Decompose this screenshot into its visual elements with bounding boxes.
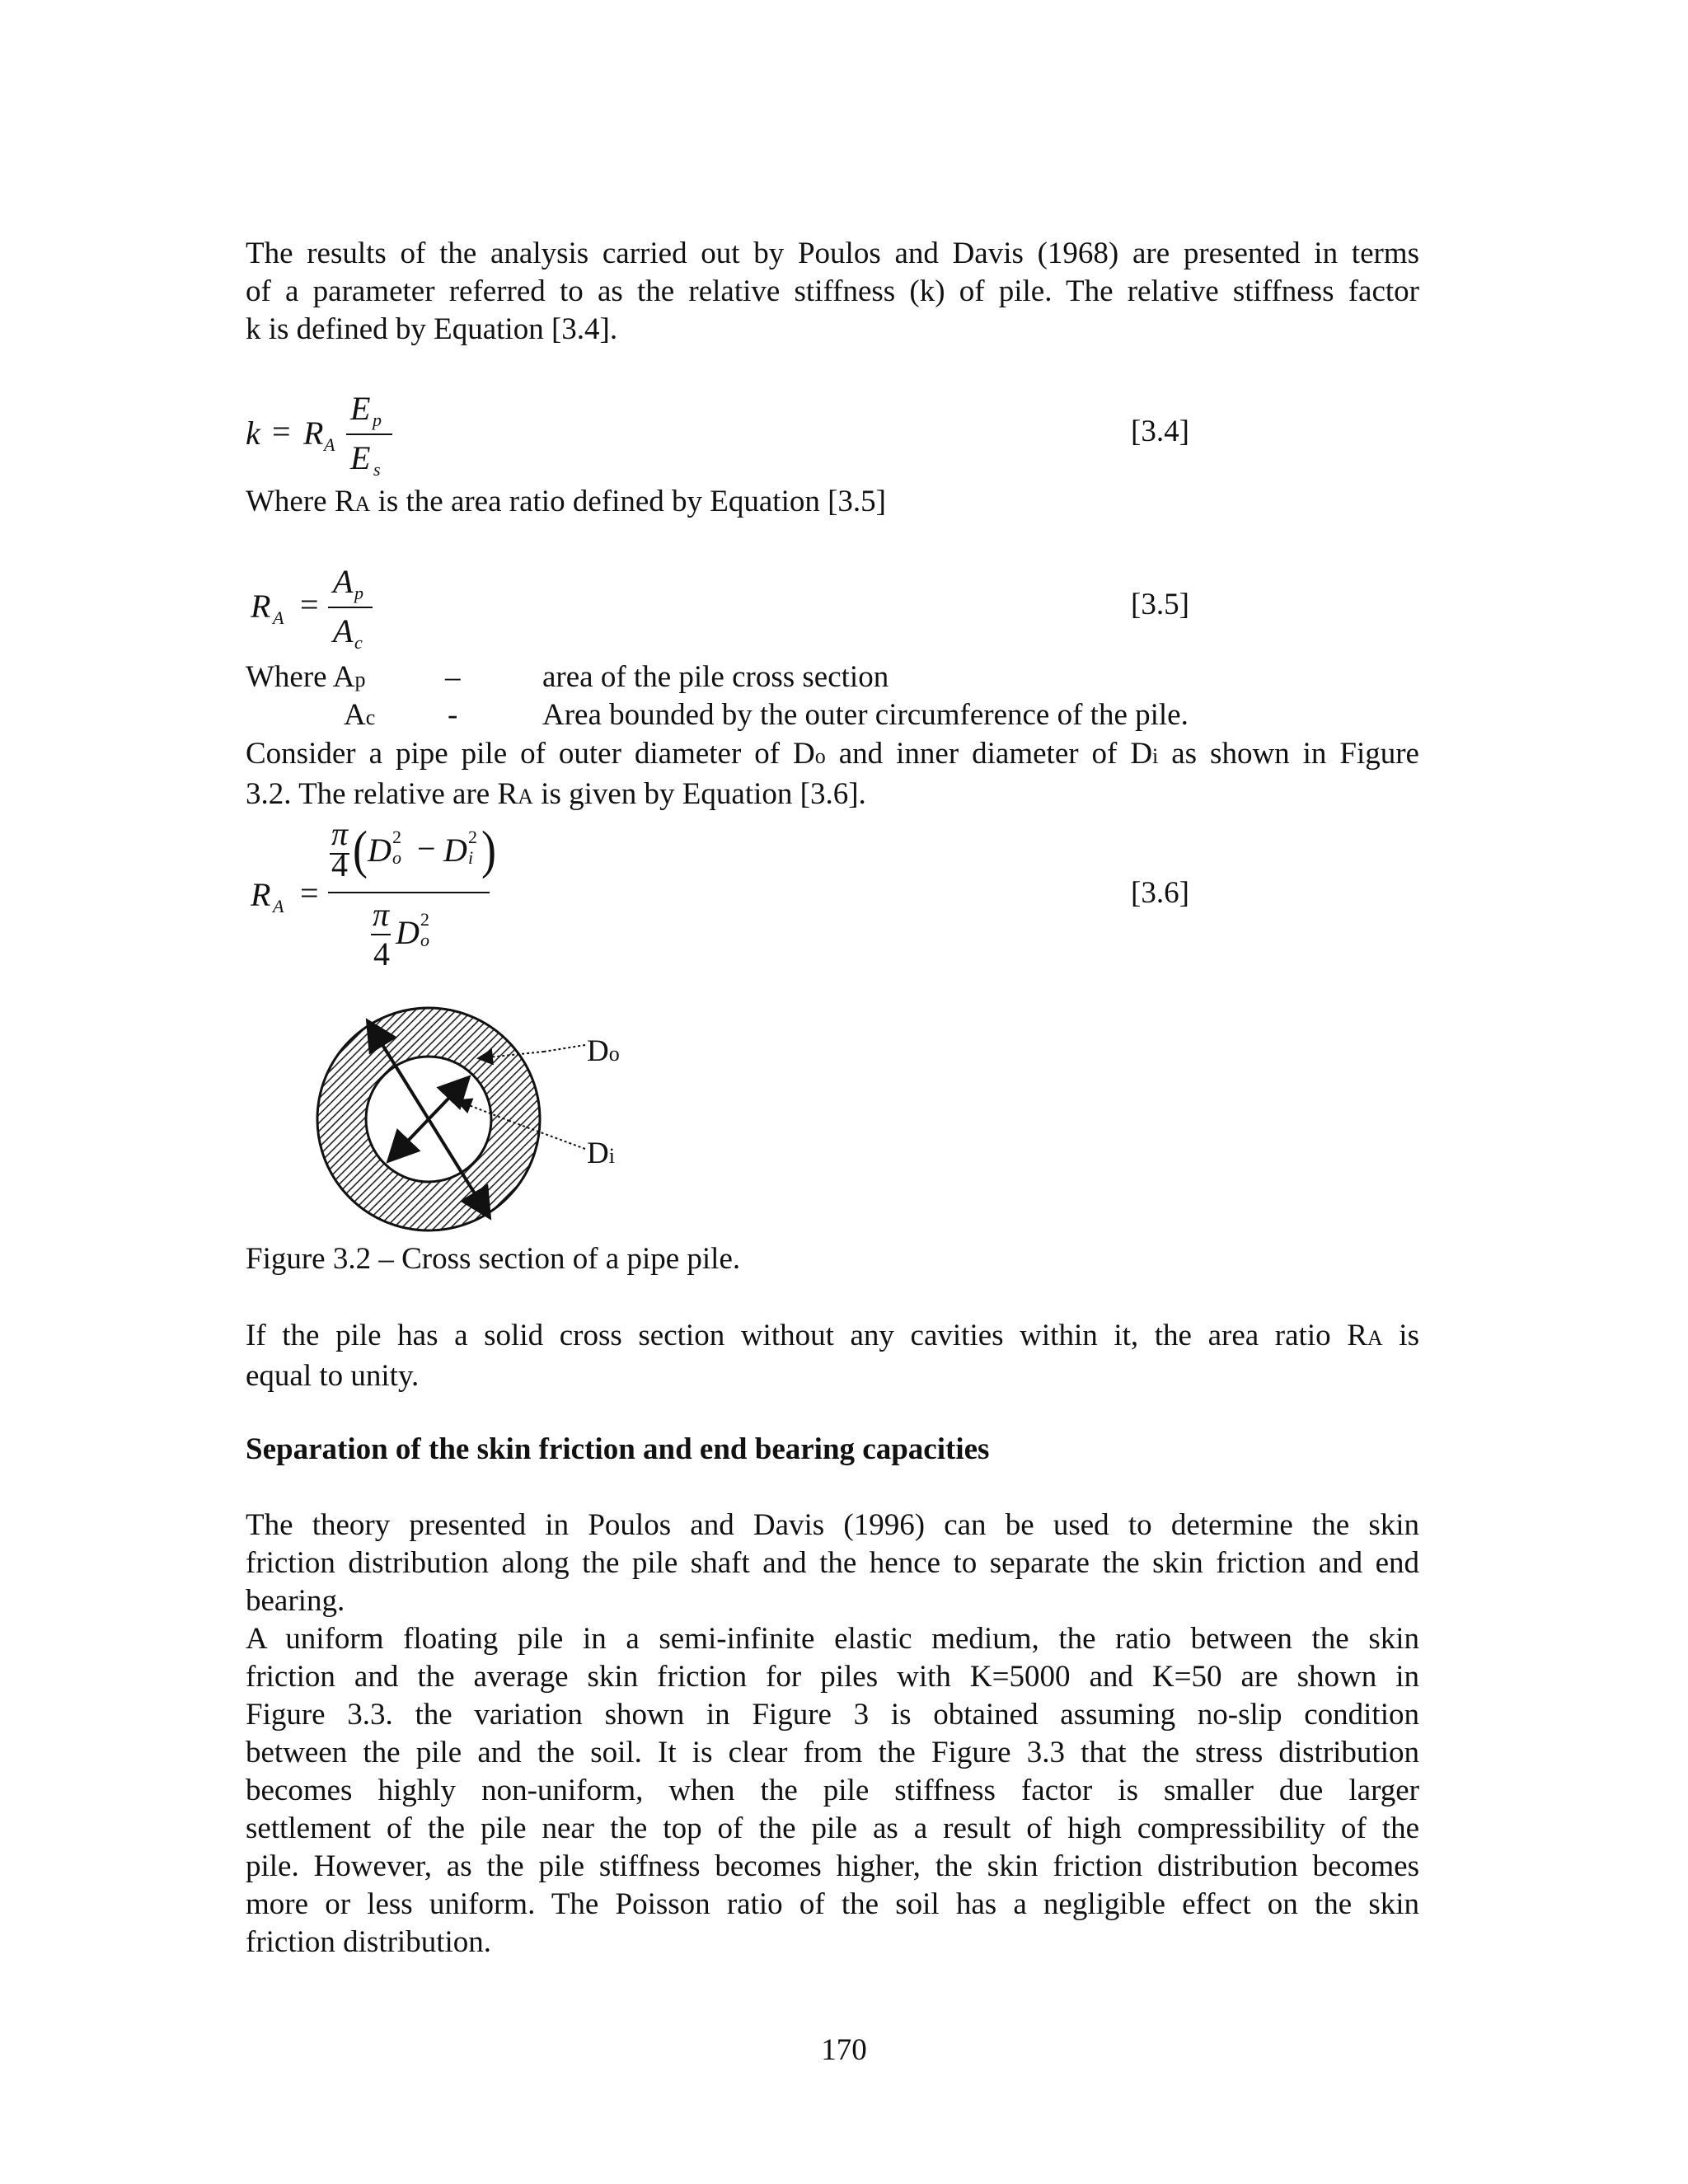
eq34-lhs: k	[246, 415, 260, 452]
where-ra-sub: A	[354, 492, 371, 516]
eq35-den: A	[333, 612, 354, 649]
intro-line: The results of the analysis carried out by Poulos and Davis (1968) are presented in terms	[246, 237, 1419, 270]
solid-sub: A	[1367, 1326, 1383, 1350]
definition-dash: –	[445, 660, 461, 694]
floating-pile-line: settlement of the pile near the top of the pile as a result of high compressibility of the	[246, 1811, 1419, 1845]
leader-line	[544, 1045, 585, 1052]
definition-symbol: Where A	[246, 660, 355, 694]
label-outer-sub: o	[608, 1042, 620, 1066]
floating-pile-line: A uniform floating pile in a semi-infinite elastic medium, the ratio between the skin	[246, 1622, 1419, 1656]
theory-line: bearing.	[246, 1584, 345, 1618]
eq36-den-sub-o: o	[420, 930, 429, 950]
where-ra-text-after: is the area ratio defined by Equation [3.5]	[370, 485, 887, 518]
eq35-den-sub: c	[354, 632, 363, 653]
where-ra-line	[246, 483, 1419, 523]
intro-line: of a parameter referred to as the relative stiffness (k) of pile. The relative stiffness factor	[246, 274, 1419, 308]
label-outer-text: D	[587, 1034, 609, 1068]
eq34-fraction-bar	[346, 434, 392, 435]
eq36-lparen: (	[353, 820, 368, 879]
eq36-num-sub-o: o	[392, 847, 401, 868]
eq34-coef-sub: A	[324, 434, 335, 455]
eq36-num-pi: π	[331, 815, 349, 852]
eq36-lhs-sub: A	[273, 896, 284, 916]
intro-paragraph	[246, 235, 1419, 349]
eq35-lhs-sub: A	[273, 607, 284, 628]
theory-paragraph	[246, 1507, 1419, 1620]
floating-pile-line: Figure 3.3. the variation shown in Figure 3 is obtained assuming no-slip condition	[246, 1698, 1419, 1732]
floating-pile-line: between the pile and the soil. It is clear from the Figure 3.3 that the stress distribution	[246, 1736, 1419, 1769]
floating-pile-paragraph	[246, 1620, 1419, 1961]
theory-line: friction distribution along the pile shaft and the hence to separate the skin friction and end	[246, 1546, 1419, 1580]
eq35-number: [3.5]	[1131, 588, 1189, 621]
definition-text: Area bounded by the outer circumference of the pile.	[542, 698, 1189, 732]
eq36-num-d1: D	[368, 832, 392, 869]
floating-pile-line: becomes highly non-uniform, when the pile stiffness factor is smaller due larger	[246, 1774, 1419, 1807]
theory-line: The theory presented in Poulos and Davis (1996) can be used to determine the skin	[246, 1508, 1419, 1542]
consider-sub: i	[1152, 744, 1159, 768]
intro-line: k is defined by Equation [3.4].	[246, 312, 618, 346]
eq34-number: [3.4]	[1131, 415, 1189, 448]
page-number: 170	[821, 2033, 867, 2067]
eq36-num-four: 4	[331, 846, 348, 883]
consider-paragraph	[246, 735, 1419, 816]
floating-pile-line: more or less uniform. The Poisson ratio of the soil has a negligible effect on the skin	[246, 1887, 1419, 1921]
eq34-equals: =	[272, 413, 291, 450]
eq36-equals: =	[300, 874, 319, 912]
solid-line	[246, 1317, 1419, 1357]
solid-text: If the pile has a solid cross section without any cavities within it, the area ratio R	[246, 1319, 1367, 1352]
floating-pile-line: friction and the average skin friction for piles with K=5000 and K=50 are shown in	[246, 1660, 1419, 1694]
eq36-rparen: )	[481, 820, 496, 879]
eq36-den-pi: π	[373, 896, 390, 933]
eq36-den-four: 4	[373, 935, 390, 972]
eq34-coef: R	[303, 415, 324, 452]
consider-sub: A	[518, 785, 533, 808]
eq36-number: [3.6]	[1131, 876, 1189, 910]
consider-text: and inner diameter of D	[825, 737, 1153, 771]
consider-line	[246, 735, 1419, 776]
eq36-den-d: D	[396, 914, 420, 951]
eq35-fraction-bar	[328, 607, 373, 608]
definition-symbol-sub: c	[365, 705, 376, 729]
eq36-num-sub-i: i	[468, 847, 474, 868]
where-ra-text: Where R	[246, 485, 355, 518]
label-outer-diameter	[587, 1033, 620, 1069]
consider-text: as shown in Figure	[1158, 737, 1419, 771]
eq36-num-sup1: 2	[392, 827, 401, 847]
eq36-num-sup2: 2	[468, 827, 477, 847]
eq36-minus: −	[417, 830, 436, 867]
section-heading: Separation of the skin friction and end bearing capacities	[246, 1432, 990, 1466]
definition-dash: -	[448, 698, 458, 732]
definition-symbol: A	[344, 698, 366, 732]
eq34-den-sub: s	[373, 459, 381, 480]
definition-symbol-sub: p	[354, 668, 366, 691]
eq36-fraction-bar	[328, 892, 490, 893]
floating-pile-line: friction distribution.	[246, 1925, 492, 1959]
consider-sub: o	[814, 744, 826, 768]
label-inner-diameter	[587, 1136, 615, 1171]
eq35-num-sub: p	[354, 583, 363, 603]
definition-row	[344, 697, 375, 733]
definition-row	[246, 659, 366, 695]
eq36-lhs: R	[251, 876, 271, 913]
consider-text: Consider a pipe pile of outer diameter of D	[246, 737, 815, 771]
solid-text: is	[1382, 1319, 1419, 1352]
label-inner-sub: i	[608, 1144, 615, 1168]
solid-line: equal to unity.	[246, 1359, 420, 1393]
eq35-num: A	[333, 563, 354, 600]
eq34-num-sub: p	[373, 410, 382, 430]
eq36-num-d2: D	[443, 832, 467, 869]
consider-text: is given by Equation [3.6].	[532, 777, 866, 811]
eq35-lhs: R	[251, 588, 271, 625]
eq35-equals: =	[300, 586, 319, 623]
eq34-den: E	[350, 439, 371, 476]
floating-pile-line: pile. However, as the pile stiffness becomes higher, the skin friction distribution becomes	[246, 1849, 1419, 1883]
solid-paragraph	[246, 1317, 1419, 1395]
definition-text: area of the pile cross section	[542, 660, 889, 694]
consider-text: 3.2. The relative are R	[246, 777, 518, 811]
figure-caption: Figure 3.2 – Cross section of a pipe pile.	[246, 1242, 741, 1276]
eq36-den-sup: 2	[420, 909, 429, 930]
consider-line	[246, 776, 1419, 816]
eq34-num: E	[350, 390, 371, 427]
label-inner-text: D	[587, 1137, 609, 1170]
